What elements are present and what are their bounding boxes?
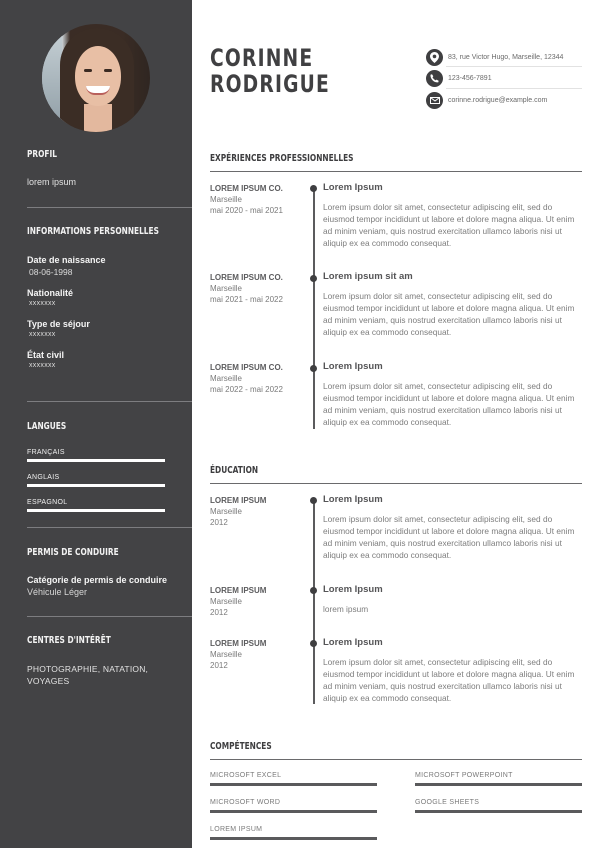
contact-text: corinne.rodrigue@example.com (448, 96, 548, 104)
info-item-civil-status (27, 350, 192, 369)
info-value: xxxxxxx (29, 362, 56, 369)
skill-level-bar (415, 810, 582, 813)
languages-section (27, 421, 192, 512)
language-level-bar (27, 484, 165, 487)
organization: LOREM IPSUM CO. (210, 184, 283, 193)
education-entry-body (323, 584, 585, 615)
sidebar-divider (27, 207, 192, 208)
institution: LOREM IPSUM (210, 586, 267, 595)
timeline-dot (310, 587, 317, 594)
skill-label: GOOGLE SHEETS (415, 799, 480, 806)
job-description: Lorem ipsum dolor sit amet, consectetur adipiscing elit, sed do eiusmod tempor incididunt ut labore et dolore magna aliqua. Ut enim ad minim veniam, quis nostrud exercitation ullamco laboris nisi ut aliquip ex ea commodo consequat. (323, 381, 575, 427)
language-item (27, 449, 192, 462)
experience-entry-meta (210, 183, 310, 216)
section-rule (210, 483, 582, 484)
first-name: CORINNE (210, 44, 314, 72)
photo-neck (84, 104, 112, 132)
skill-label: MICROSOFT WORD (210, 799, 281, 806)
candidate-name (210, 45, 330, 97)
contact-text: 123-456-7891 (448, 74, 492, 82)
interests-title: CENTRES D'INTÉRÊT (27, 635, 111, 646)
interests-line-1: PHOTOGRAPHIE, NATATION, (27, 664, 149, 674)
degree-description: Lorem ipsum dolor sit amet, consectetur adipiscing elit, sed do eiusmod tempor incididunt ut labore et dolore magna aliqua. Ut enim ad minim veniam, quis nostrud exercitation ullamco laboris nisi ut aliquip ex ea commodo consequat. (323, 514, 575, 560)
photo-face (75, 46, 121, 106)
license-label: Catégorie de permis de conduire (27, 575, 168, 585)
section-rule (210, 171, 582, 172)
city: Marseille (210, 374, 243, 383)
skill-item (210, 772, 377, 786)
experience-title: EXPÉRIENCES PROFESSIONNELLES (210, 153, 354, 164)
info-item-nationality (27, 288, 192, 307)
skill-item (415, 799, 582, 813)
language-item (27, 499, 192, 512)
year: 2012 (210, 518, 228, 527)
city: Marseille (210, 284, 243, 293)
job-title: Lorem Ipsum (323, 182, 383, 193)
info-value: xxxxxxx (29, 331, 56, 338)
sidebar-divider (27, 401, 192, 402)
education-timeline (313, 499, 315, 704)
experience-entry-body (323, 182, 585, 249)
degree-description: Lorem ipsum dolor sit amet, consectetur adipiscing elit, sed do eiusmod tempor incididunt ut labore et dolore magna aliqua. Ut enim ad minim veniam, quis nostrud exercitation ullamco laboris nisi ut aliquip ex ea commodo consequat. (323, 657, 575, 703)
license-title: PERMIS DE CONDUIRE (27, 547, 119, 558)
dates: mai 2020 - mai 2021 (210, 206, 283, 215)
contact-phone (426, 67, 582, 89)
dates: mai 2021 - mai 2022 (210, 295, 283, 304)
education-entry-meta (210, 585, 310, 618)
skill-label: MICROSOFT EXCEL (210, 772, 282, 779)
education-entry-body (323, 494, 585, 561)
skill-level-bar (210, 810, 377, 813)
timeline-dot (310, 497, 317, 504)
personal-info-section (27, 226, 192, 369)
skill-item (210, 799, 377, 813)
education-title: ÉDUCATION (210, 465, 259, 476)
timeline-dot (310, 185, 317, 192)
degree-description: lorem ipsum (323, 604, 369, 614)
language-level-bar (27, 509, 165, 512)
education-entry-meta (210, 638, 310, 671)
section-rule (210, 759, 582, 760)
experience-entry-body (323, 361, 585, 428)
photo-eye-left (84, 69, 92, 72)
institution: LOREM IPSUM (210, 639, 267, 648)
education-entry-meta (210, 495, 310, 528)
info-label: Nationalité (27, 288, 74, 298)
language-level-bar (27, 459, 165, 462)
timeline-dot (310, 640, 317, 647)
skill-item (415, 772, 582, 786)
skill-level-bar (210, 783, 377, 786)
license-value: Véhicule Léger (27, 587, 88, 597)
profile-photo (42, 24, 150, 132)
experience-entry-body (323, 271, 585, 338)
education-entry-body (323, 637, 585, 704)
degree-title: Lorem Ipsum (323, 584, 383, 595)
organization: LOREM IPSUM CO. (210, 273, 283, 282)
city: Marseille (210, 195, 243, 204)
photo-background (42, 24, 62, 132)
info-label: Type de séjour (27, 319, 90, 329)
languages-title: LANGUES (27, 421, 67, 432)
info-value: 08-06-1998 (29, 267, 73, 277)
experience-entry-meta (210, 272, 310, 305)
info-label: État civil (27, 350, 65, 360)
envelope-icon (426, 92, 443, 109)
skill-label: LOREM IPSUM (210, 826, 263, 833)
interests-section (27, 635, 192, 687)
language-label: ANGLAIS (27, 474, 60, 481)
city: Marseille (210, 597, 243, 606)
timeline-dot (310, 365, 317, 372)
info-item-residence-type (27, 319, 192, 338)
info-label: Date de naissance (27, 255, 106, 265)
organization: LOREM IPSUM CO. (210, 363, 283, 372)
sidebar (0, 0, 192, 848)
year: 2012 (210, 608, 228, 617)
language-label: ESPAGNOL (27, 499, 68, 506)
city: Marseille (210, 650, 243, 659)
contact-email (426, 89, 582, 111)
language-label: FRANÇAIS (27, 449, 65, 456)
profil-title: PROFIL (27, 149, 57, 160)
license-section (27, 547, 192, 597)
sidebar-divider (27, 616, 192, 617)
skill-item (210, 826, 377, 840)
personal-info-title: INFORMATIONS PERSONNELLES (27, 226, 159, 237)
city: Marseille (210, 507, 243, 516)
skill-level-bar (210, 837, 377, 840)
job-title: Lorem ipsum sit am (323, 271, 413, 282)
sidebar-divider (27, 527, 192, 528)
dates: mai 2022 - mai 2022 (210, 385, 283, 394)
profil-text: lorem ipsum (27, 177, 77, 187)
language-item (27, 474, 192, 487)
profil-section (27, 149, 192, 187)
job-title: Lorem Ipsum (323, 361, 383, 372)
job-description: Lorem ipsum dolor sit amet, consectetur adipiscing elit, sed do eiusmod tempor incididunt ut labore et dolore magna aliqua. Ut enim ad minim veniam, quis nostrud exercitation ullamco laboris nisi ut aliquip ex ea commodo consequat. (323, 202, 575, 248)
info-item-birthdate (27, 255, 192, 277)
contact-address (426, 46, 582, 68)
skill-label: MICROSOFT POWERPOINT (415, 772, 513, 779)
job-description: Lorem ipsum dolor sit amet, consectetur adipiscing elit, sed do eiusmod tempor incididunt ut labore et dolore magna aliqua. Ut enim ad minim veniam, quis nostrud exercitation ullamco laboris nisi ut aliquip ex ea commodo consequat. (323, 291, 575, 337)
interests-line-2: VOYAGES (27, 676, 70, 686)
info-value: xxxxxxx (29, 300, 56, 307)
experience-timeline (313, 187, 315, 429)
skill-level-bar (415, 783, 582, 786)
skills-title: COMPÉTENCES (210, 741, 272, 752)
degree-title: Lorem Ipsum (323, 637, 383, 648)
timeline-dot (310, 275, 317, 282)
phone-icon (426, 70, 443, 87)
photo-eye-right (104, 69, 112, 72)
institution: LOREM IPSUM (210, 496, 267, 505)
year: 2012 (210, 661, 228, 670)
degree-title: Lorem Ipsum (323, 494, 383, 505)
experience-entry-meta (210, 362, 310, 395)
last-name: RODRIGUE (210, 70, 330, 98)
contact-text: 83, rue Victor Hugo, Marseille, 12344 (448, 53, 564, 61)
location-pin-icon (426, 49, 443, 66)
